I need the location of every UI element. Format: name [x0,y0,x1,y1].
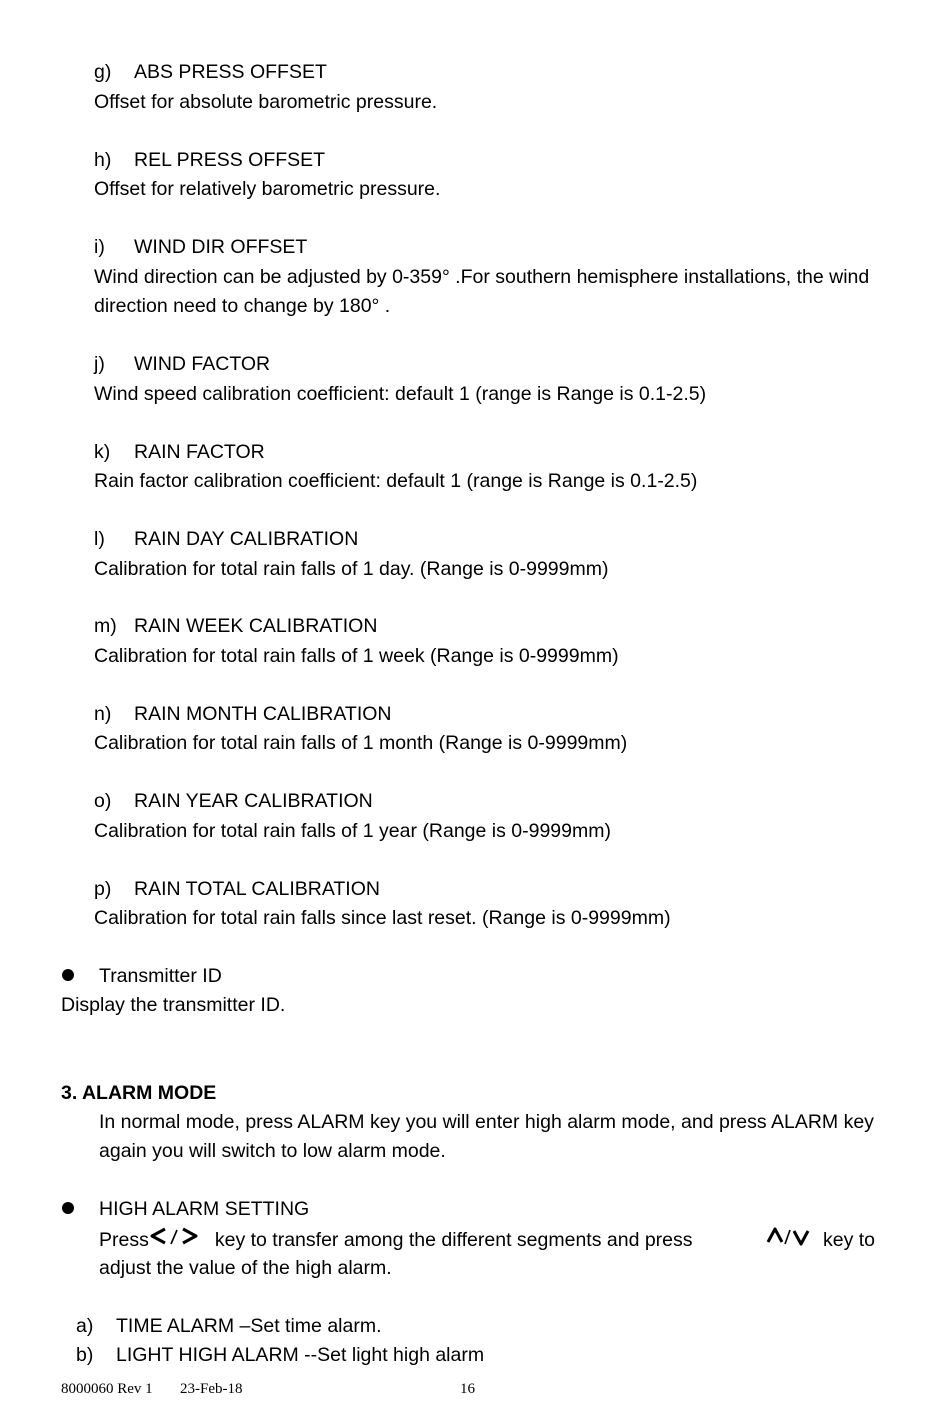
instruction-mid-text: key to transfer among the different segments and press [214,1229,693,1251]
setting-title-l: l) RAIN DAY CALIBRATION [94,528,359,550]
high-alarm-instructions-cont: adjust the value of the high alarm. [99,1257,392,1279]
high-alarm-instructions: Press key to transfer among the different segments and press key to [99,1226,875,1254]
left-right-arrow-keys-icon [149,1226,203,1254]
setting-desc-p: Calibration for total rain falls since last reset. (Range is 0-9999mm) [94,907,671,929]
setting-desc-g: Offset for absolute barometric pressure. [94,91,438,113]
high-alarm-title: HIGH ALARM SETTING [99,1198,310,1220]
setting-title-j: j) WIND FACTOR [94,353,271,375]
transmitter-title: Transmitter ID [99,965,222,987]
setting-title-i: i) WIND DIR OFFSET [94,236,308,258]
setting-title-g: g) ABS PRESS OFFSET [94,61,327,83]
bullet-icon [62,969,74,981]
bullet-icon [62,1202,74,1214]
setting-title-m: m) RAIN WEEK CALIBRATION [94,615,378,637]
alarm-item-a: a) TIME ALARM –Set time alarm. [76,1315,382,1337]
alarm-intro-line2: again you will switch to low alarm mode. [99,1140,446,1162]
setting-title-k: k) RAIN FACTOR [94,441,265,463]
setting-desc-l: Calibration for total rain falls of 1 day. (Range is 0-9999mm) [94,558,609,580]
setting-desc-n: Calibration for total rain falls of 1 month (Range is 0-9999mm) [94,732,628,754]
footer-docid: 8000060 Rev 1 [61,1381,153,1397]
setting-desc-i-cont: direction need to change by 180° . [94,295,391,317]
setting-desc-j: Wind speed calibration coefficient: default 1 (range is Range is 0.1-2.5) [94,383,707,405]
setting-title-o: o) RAIN YEAR CALIBRATION [94,790,373,812]
section-heading: 3. ALARM MODE [61,1082,217,1104]
alarm-item-b: b) LIGHT HIGH ALARM --Set light high alarm [76,1344,485,1366]
setting-title-h: h) REL PRESS OFFSET [94,149,326,171]
footer-date: 23-Feb-18 [180,1381,243,1397]
setting-desc-k: Rain factor calibration coefficient: default 1 (range is Range is 0.1-2.5) [94,470,698,492]
alarm-intro-line1: In normal mode, press ALARM key you will enter high alarm mode, and press ALARM key [99,1111,874,1133]
setting-desc-h: Offset for relatively barometric pressure. [94,178,441,200]
page-number: 16 [460,1381,475,1397]
setting-title-n: n) RAIN MONTH CALIBRATION [94,703,392,725]
setting-desc-m: Calibration for total rain falls of 1 week (Range is 0-9999mm) [94,645,619,667]
setting-desc-i: Wind direction can be adjusted by 0-359° .For southern hemisphere installations, the wind [94,266,870,288]
setting-title-p: p) RAIN TOTAL CALIBRATION [94,878,380,900]
transmitter-desc: Display the transmitter ID. [61,994,286,1016]
up-down-arrow-keys-icon [765,1226,811,1254]
setting-desc-o: Calibration for total rain falls of 1 year (Range is 0-9999mm) [94,820,611,842]
